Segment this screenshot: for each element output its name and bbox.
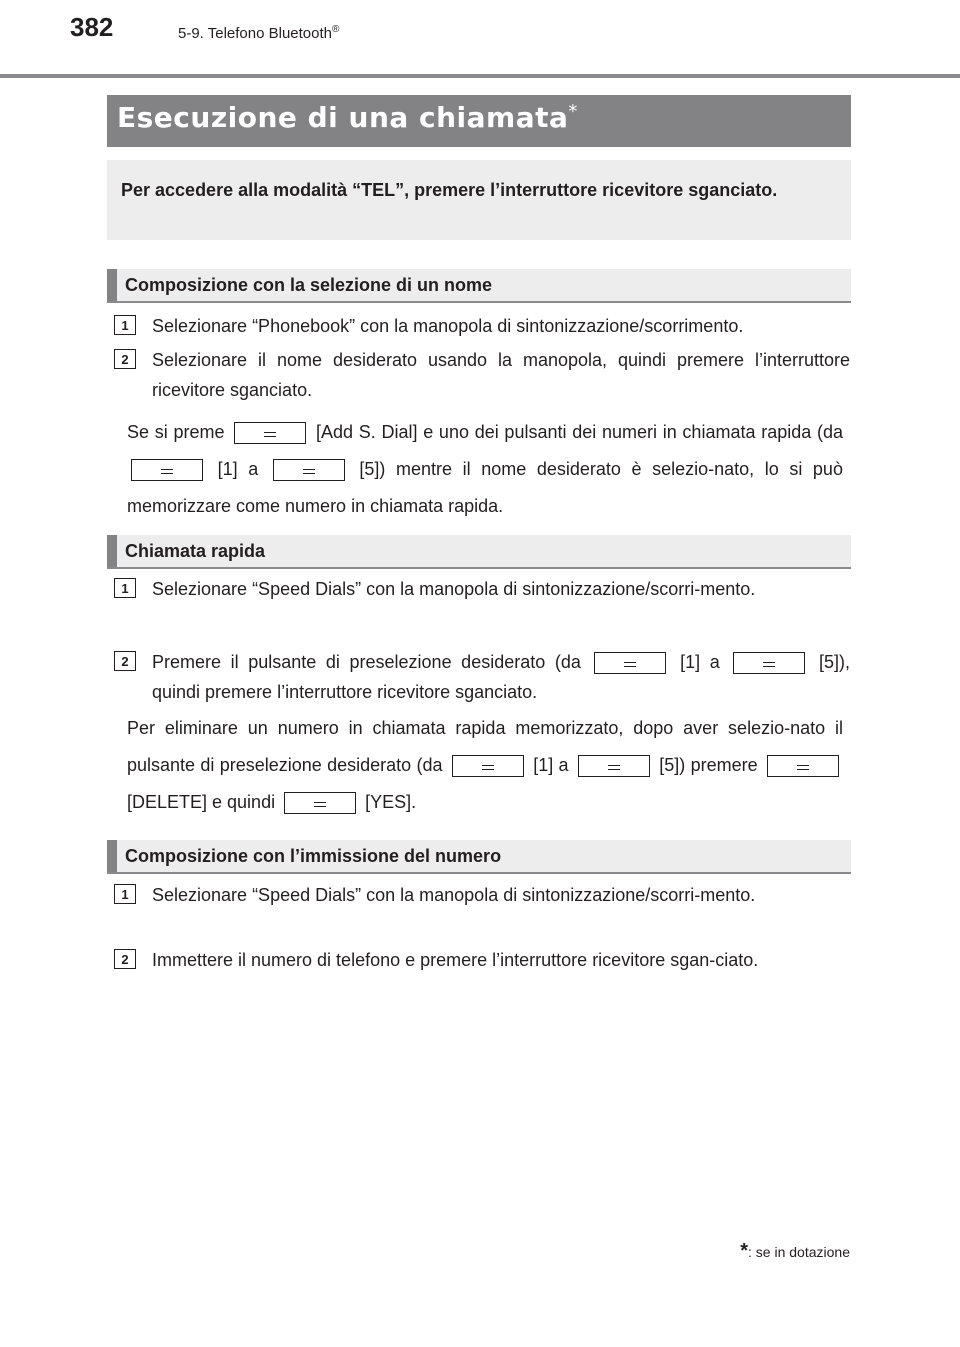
- note-paragraph: [127, 710, 843, 821]
- section-heading-text: Composizione con l’immissione del numero: [125, 846, 502, 866]
- step-text-part: [1] a: [680, 652, 720, 672]
- note-text: [5]) mentre il nome desiderato è selezio-nato, lo si può memorizzare come numero in chiamata rapida.: [127, 459, 843, 516]
- preset-button-icon: [594, 652, 666, 674]
- note-text: [1] a: [217, 459, 259, 479]
- step-text-part: [5]), quindi premere l’interruttore ricevitore sganciato.: [152, 652, 850, 702]
- preset-button-icon: [234, 422, 306, 444]
- step-item: [114, 345, 850, 405]
- step-item: [114, 574, 850, 604]
- section-heading-text: Composizione con la selezione di un nome: [125, 275, 493, 295]
- note-text: [DELETE] e quindi: [127, 792, 276, 812]
- step-item: [114, 880, 850, 910]
- step-text: Selezionare “Phonebook” con la manopola di sintonizzazione/scorrimento.: [152, 316, 744, 336]
- preset-button-icon: [452, 755, 524, 777]
- step-text: Selezionare “Speed Dials” con la manopola di sintonizzazione/scorri-mento.: [152, 885, 756, 905]
- page-header: [0, 0, 960, 80]
- step-text: Selezionare “Speed Dials” con la manopola di sintonizzazione/scorri-mento.: [152, 579, 756, 599]
- section-heading-name-dial: [107, 269, 851, 303]
- page-number: 382: [70, 12, 114, 42]
- step-number: 1: [114, 315, 136, 335]
- step-number: 2: [114, 349, 136, 369]
- note-text: [Add S. Dial] e uno dei pulsanti dei numeri in chiamata rapida (da: [315, 422, 843, 442]
- preset-button-icon: [733, 652, 805, 674]
- step-text: Immettere il numero di telefono e premere l’interruttore ricevitore sgan-ciato.: [152, 950, 759, 970]
- heading-tab: [107, 840, 117, 872]
- step-item: [114, 311, 850, 341]
- step-number: 2: [114, 651, 136, 671]
- registered-mark: ®: [332, 24, 340, 35]
- step-item: [114, 647, 850, 707]
- step-number: 1: [114, 578, 136, 598]
- step-text: [152, 647, 850, 707]
- title-asterisk: *: [568, 101, 578, 122]
- note-text: [YES].: [365, 792, 417, 812]
- preset-button-icon: [578, 755, 650, 777]
- page-title-text: Esecuzione di una chiamata: [117, 101, 569, 134]
- intro-box: Per accedere alla modalità “TEL”, premere l’interruttore ricevitore sganciato.: [107, 160, 851, 240]
- note-text: Se si preme: [127, 422, 225, 442]
- preset-button-icon: [284, 792, 356, 814]
- section-heading-speed-dial: [107, 535, 851, 569]
- note-text: [5]) premere: [659, 755, 758, 775]
- section-title: 5-9. Telefono Bluetooth: [178, 25, 333, 42]
- section-heading-text: Chiamata rapida: [125, 541, 266, 561]
- footnote: [740, 1240, 850, 1263]
- note-paragraph: [127, 414, 843, 525]
- note-text: [1] a: [533, 755, 569, 775]
- header-rule: [0, 74, 960, 78]
- step-number: 2: [114, 949, 136, 969]
- step-text: Selezionare il nome desiderato usando la manopola, quindi premere l’interruttore ricevitore sganciato.: [152, 350, 850, 400]
- preset-button-icon: [767, 755, 839, 777]
- section-heading-number-dial: [107, 840, 851, 874]
- note-text: Per eliminare un numero in chiamata rapida memorizzato, dopo aver selezio-nato il pulsante di preselezione desiderato (da: [127, 718, 843, 775]
- footnote-asterisk: *: [740, 1240, 749, 1262]
- heading-tab: [107, 269, 117, 301]
- preset-button-icon: [273, 459, 345, 481]
- step-number: 1: [114, 884, 136, 904]
- step-item: [114, 945, 850, 975]
- preset-button-icon: [131, 459, 203, 481]
- footnote-text: : se in dotazione: [748, 1244, 850, 1260]
- step-text-part: Premere il pulsante di preselezione desiderato (da: [152, 652, 581, 672]
- section-breadcrumb: [178, 24, 339, 42]
- page-title: [107, 95, 851, 147]
- heading-tab: [107, 535, 117, 567]
